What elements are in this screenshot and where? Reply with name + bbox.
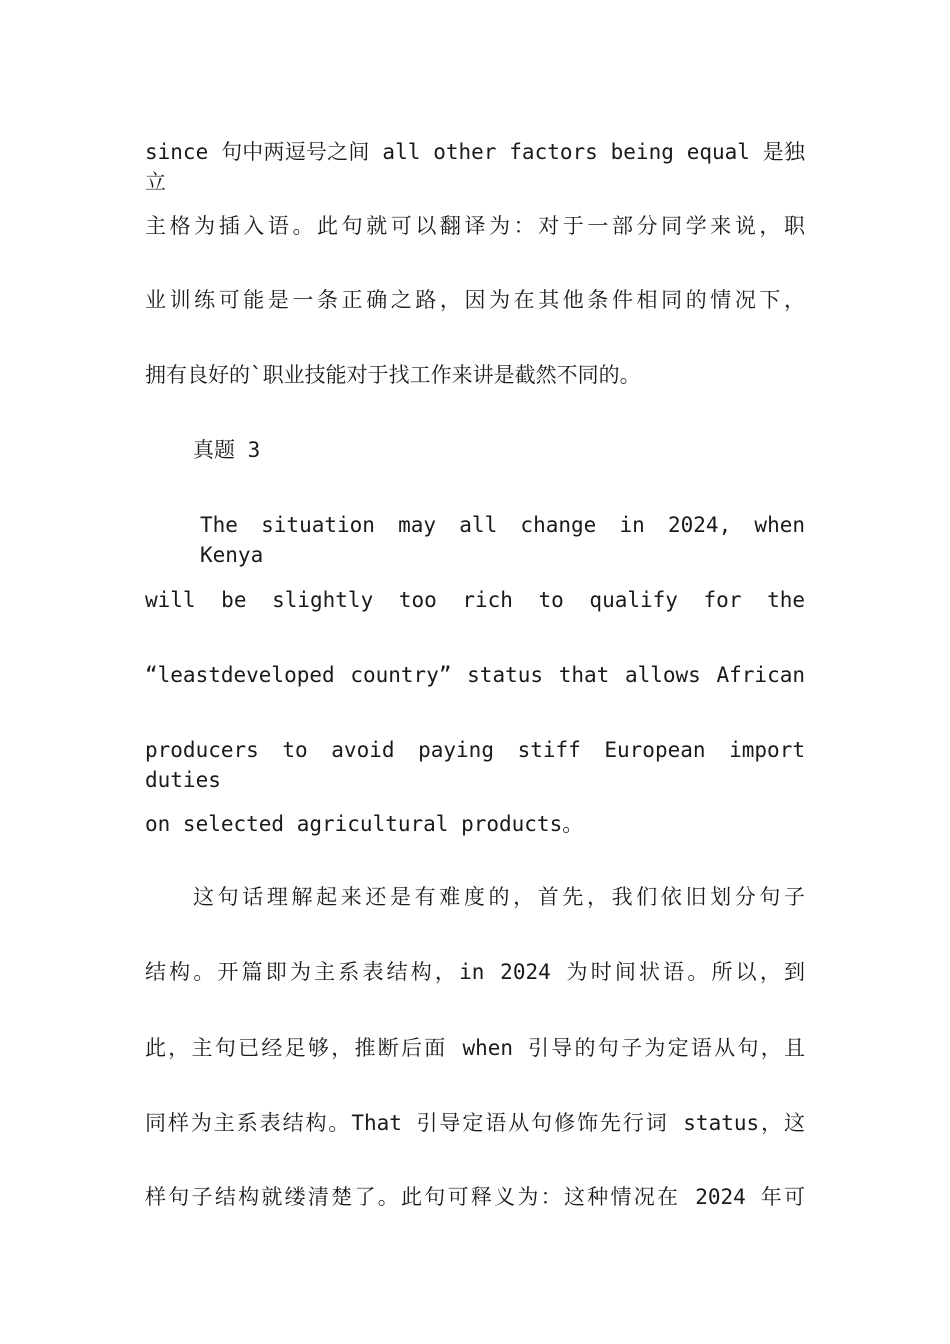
- paragraph-line: on selected agricultural products。: [145, 812, 584, 836]
- section-heading: 真题 3: [193, 438, 261, 462]
- paragraph-line: producers to avoid paying stiff European import duties: [145, 738, 805, 792]
- paragraph-line: 此，主句已经足够，推断后面 when 引导的句子为定语从句，且: [145, 1036, 805, 1060]
- paragraph-line: 结构。开篇即为主系表结构，in 2024 为时间状语。所以，到: [145, 960, 805, 984]
- paragraph-line: 这句话理解起来还是有难度的，首先，我们依旧划分句子: [193, 885, 805, 909]
- paragraph-line: 同样为主系表结构。That 引导定语从句修饰先行词 status，这: [145, 1111, 805, 1135]
- paragraph-line: 业训练可能是一条正确之路，因为在其他条件相同的情况下，: [145, 288, 805, 312]
- paragraph-line: 主格为插入语。此句就可以翻译为：对于一部分同学来说，职: [145, 214, 805, 238]
- paragraph-line: “leastdeveloped country” status that allows African: [145, 663, 805, 687]
- paragraph-line: The situation may all change in 2024, when Kenya: [200, 513, 805, 567]
- paragraph-line: since 句中两逗号之间 all other factors being equal 是独立: [145, 140, 805, 194]
- paragraph-line: 样句子结构就缕清楚了。此句可释义为：这种情况在 2024 年可: [145, 1185, 805, 1209]
- paragraph-line: will be slightly too rich to qualify for the: [145, 588, 805, 612]
- paragraph-line: 拥有良好的`职业技能对于找工作来讲是截然不同的。: [145, 363, 641, 387]
